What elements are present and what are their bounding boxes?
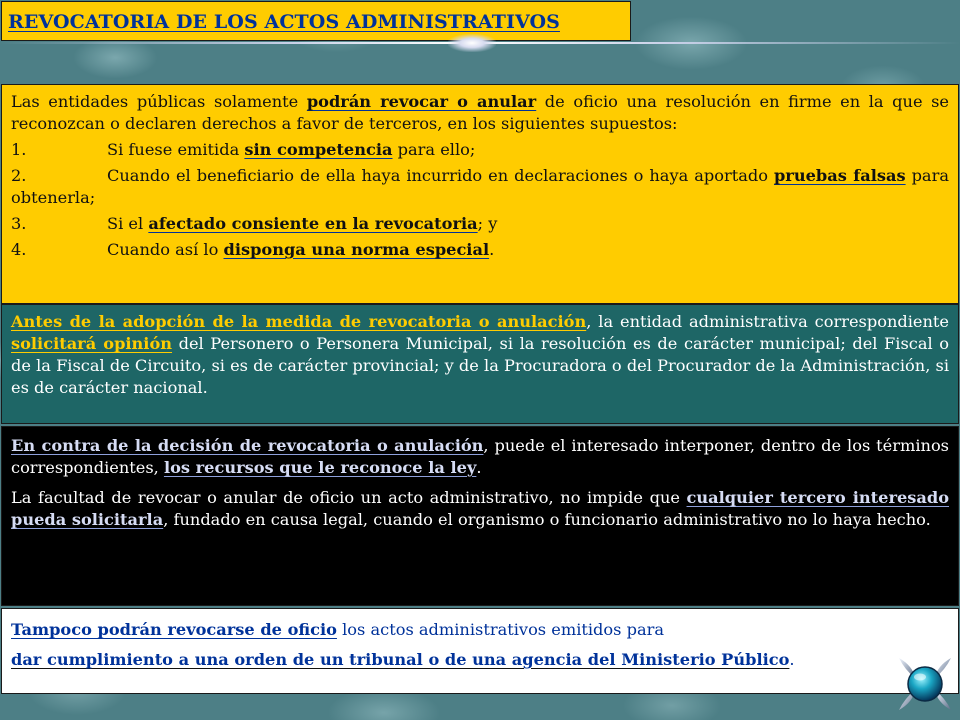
slide-title: REVOCATORIA DE LOS ACTOS ADMINISTRATIVOS: [8, 11, 560, 33]
highlight-revocar: podrán revocar o anular: [306, 92, 537, 111]
appeals-paragraph-1: En contra de la decisión de revocatoria o anulación, puede el interesado interponer, dentro de los términos correspondientes, los recursos que le reconoce la ley.: [11, 436, 949, 477]
case-item-1: 1. Si fuese emitida sin competencia para ello;: [11, 140, 476, 159]
case-item-2: 2. Cuando el beneficiario de ella haya incurrido en declaraciones o haya aportado pruebas falsas para obtenerla;: [11, 166, 949, 207]
decorative-glow: [448, 34, 496, 52]
opinion-paragraph: Antes de la adopción de la medida de revocatoria o anulación, la entidad administrativa correspondiente solicitará opinión del Personero o Personera Municipal, si la resolución es de carácter municipal; del Fiscal o de la Fiscal de Circuito, si es de carácter provincial; y de la Procuradora o del Procurador de la Administración, si es de carácter nacional.: [11, 312, 950, 397]
case-item-3: 3. Si el afectado consiente en la revocatoria; y: [11, 214, 498, 233]
revocation-cases-box: [1, 84, 959, 304]
opinion-box: [1, 304, 959, 424]
appeals-box: [1, 426, 959, 606]
globe-nav-icon: [893, 652, 957, 716]
exception-box: [1, 608, 959, 694]
globe-nav-button[interactable]: [893, 652, 957, 716]
title-box: [1, 1, 631, 41]
exception-line-1: Tampoco podrán revocarse de oficio los actos administrativos emitidos para: [11, 620, 665, 639]
appeals-paragraph-2: La facultad de revocar o anular de oficio un acto administrativo, no impide que cualquier tercero interesado pueda solicitarla, fundado en causa legal, cuando el organismo o funcionario administrativo no lo haya hecho.: [11, 488, 950, 529]
exception-line-2: dar cumplimiento a una orden de un tribunal o de una agencia del Ministerio Público.: [11, 650, 795, 669]
intro-paragraph: Las entidades públicas solamente podrán revocar o anular de oficio una resolución en firme en la que se reconozcan o declaren derechos a favor de terceros, en los siguientes supuestos:: [11, 92, 950, 133]
case-item-4: 4. Cuando así lo disponga una norma especial.: [11, 240, 495, 259]
